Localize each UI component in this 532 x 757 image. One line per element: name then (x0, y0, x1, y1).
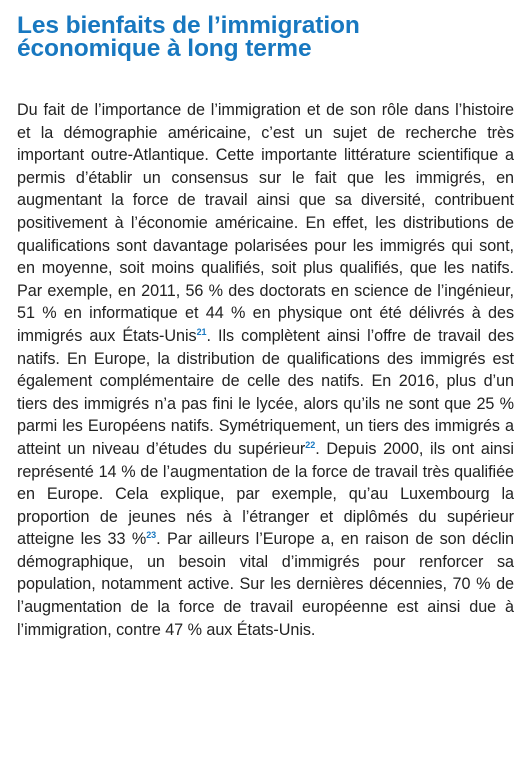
footnote-ref-21[interactable]: 21 (196, 326, 207, 337)
paragraph-text-part-3: . Depuis 2000, ils ont ainsi représenté 14 % de l’augmentation de la force de travail très qualifiée en Europe. Cela explique, par exemple, qu’au Luxembourg la proportion de jeunes nés à l’étranger et diplômés du supérieur atteigne les 33 % (17, 439, 514, 549)
body-paragraph (17, 99, 514, 641)
paragraph-text-part-2: . Ils complètent ainsi l’offre de travail des natifs. En Europe, la distribution de qualifications des immigrés est également complémentaire de celle des natifs. En 2016, plus d’un tiers des immigrés n’a pas fini le lycée, alors qu’ils ne sont que 25 % parmi les Européens natifs. Symétriquement, un tiers des immigrés a atteint un niveau d’études du supérieur (17, 326, 514, 458)
heading-line-2: économique à long terme (17, 35, 312, 62)
footnote-ref-23[interactable]: 23 (146, 530, 157, 541)
footnote-ref-22[interactable]: 22 (305, 439, 316, 450)
section-heading (17, 14, 514, 60)
heading-line-1: Les bienfaits de l’immigration (17, 12, 360, 39)
paragraph-text-part-1: Du fait de l’importance de l’immigration et de son rôle dans l’histoire et la démographie américaine, c’est un sujet de recherche très important outre-Atlantique. Cette importante littérature scientifique a permis d’établir un consensus sur le fait que les immigrés, en augmentant la force de travail ainsi que sa diversité, contribuent positivement à l’économie américaine. En effet, les distributions de qualifications sont davantage polarisées pour les immigrés qui sont, en moyenne, soit moins qualifiés, soit plus qualifiés, que les natifs. Par exemple, en 2011, 56 % des doctorats en science de l’ingénieur, 51 % en informatique et 44 % en physique ont été délivrés à des immigrés aux États-Unis (17, 101, 514, 345)
paragraph-text-part-4: . Par ailleurs l’Europe a, en raison de son déclin démographique, un besoin vital d’immigrés pour renforcer sa population, notamment active. Sur les dernières décennies, 70 % de l’augmentation de la force de travail européenne est ainsi due à l’immigration, contre 47 % aux États-Unis. (17, 530, 514, 639)
